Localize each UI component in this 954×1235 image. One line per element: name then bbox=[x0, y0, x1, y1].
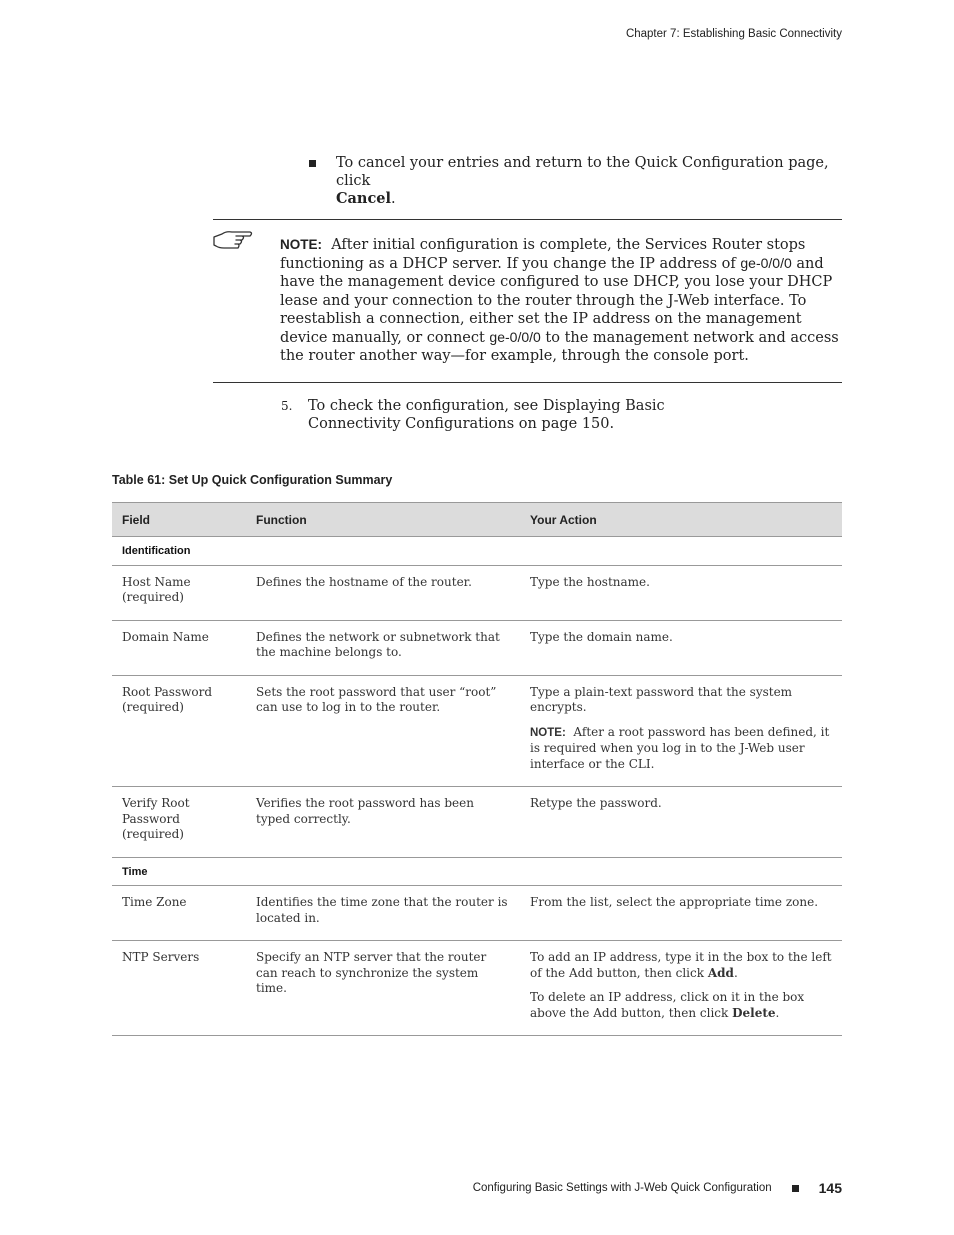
header-action: Your Action bbox=[520, 503, 842, 537]
cell-function: Specify an NTP server that the router can reach to synchronize the system time. bbox=[246, 941, 520, 1036]
running-header: Chapter 7: Establishing Basic Connectivity bbox=[625, 28, 842, 40]
cell-function: Defines the hostname of the router. bbox=[246, 565, 520, 620]
cell-action bbox=[520, 941, 842, 1036]
cell-action: From the list, select the appropriate time zone. bbox=[520, 886, 842, 941]
action-text: Type a plain-text password that the system encrypts. bbox=[530, 684, 793, 714]
cell-field: Time Zone bbox=[112, 886, 246, 941]
cell-function: Defines the network or subnetwork that the machine belongs to. bbox=[246, 620, 520, 675]
table-row bbox=[112, 620, 842, 675]
note-top-rule bbox=[213, 219, 842, 220]
cell-field: Root Password (required) bbox=[112, 675, 246, 787]
cell-field: NTP Servers bbox=[112, 941, 246, 1036]
bullet-item bbox=[309, 154, 844, 208]
bullet-text: To cancel your entries and return to the Quick Configuration page, click Cancel. bbox=[336, 155, 829, 207]
note-label: NOTE: bbox=[280, 237, 322, 252]
summary-table bbox=[112, 502, 842, 1036]
cell-action: Retype the password. bbox=[520, 787, 842, 858]
action-add: To add an IP address, type it in the box to the left of the Add button, then click Add. bbox=[530, 950, 832, 980]
note-label: NOTE: bbox=[530, 726, 566, 739]
step-number: 5. bbox=[281, 399, 293, 413]
table-row bbox=[112, 941, 842, 1036]
table-row bbox=[112, 787, 842, 858]
interface-name: ge-0/0/0 bbox=[740, 255, 792, 272]
note-bottom-rule bbox=[213, 382, 842, 383]
group-row bbox=[112, 857, 842, 886]
cell-field: Host Name (required) bbox=[112, 565, 246, 620]
cell-action: Type the domain name. bbox=[520, 620, 842, 675]
group-time: Time bbox=[112, 857, 842, 886]
table-row bbox=[112, 675, 842, 787]
cell-function: Sets the root password that user “root” can use to log in to the router. bbox=[246, 675, 520, 787]
footer-title: Configuring Basic Settings with J-Web Quick Configuration bbox=[472, 1182, 772, 1194]
note-block: NOTE: After initial configuration is complete, the Services Router stops functioning as a DHCP server. If you change the IP address of ge-0/0/0 and have the management device configured to use DHCP, you lose your DHCP lease and your connection to the router through the J-Web interface. To reestablish a connection, either set the IP address on the management device manually, or connect ge-0/0/0 to the management network and access the router another way—for example, through the console port. bbox=[280, 237, 839, 365]
cell-field: Verify Root Password (required) bbox=[112, 787, 246, 858]
page-number: 145 bbox=[818, 1180, 842, 1196]
footer-square-icon bbox=[792, 1185, 799, 1192]
cell-action bbox=[520, 675, 842, 787]
group-identification: Identification bbox=[112, 537, 842, 566]
table-header-row bbox=[112, 503, 842, 537]
cell-function: Identifies the time zone that the router is located in. bbox=[246, 886, 520, 941]
table-title: Table 61: Set Up Quick Configuration Summary bbox=[112, 473, 393, 487]
table-row bbox=[112, 886, 842, 941]
cell-action: Type the hostname. bbox=[520, 565, 842, 620]
header-function: Function bbox=[246, 503, 520, 537]
cell-field: Domain Name bbox=[112, 620, 246, 675]
pointing-hand-icon bbox=[212, 229, 254, 255]
page-footer bbox=[473, 1180, 842, 1196]
step-text: To check the configuration, see Displaying Basic Connectivity Configurations on page 150. bbox=[308, 398, 665, 432]
cancel-label: Cancel bbox=[336, 190, 392, 207]
header-field: Field bbox=[112, 503, 246, 537]
action-delete: To delete an IP address, click on it in the box above the Add button, then click Delete. bbox=[530, 990, 805, 1020]
interface-name: ge-0/0/0 bbox=[489, 329, 541, 346]
action-note: NOTE: After a root password has been defined, it is required when you log in to the J-Web user interface or the CLI. bbox=[530, 724, 830, 771]
group-row bbox=[112, 537, 842, 566]
bullet-square-icon bbox=[309, 160, 316, 167]
cell-function: Verifies the root password has been typed correctly. bbox=[246, 787, 520, 858]
step-item bbox=[281, 397, 751, 433]
table-row bbox=[112, 565, 842, 620]
